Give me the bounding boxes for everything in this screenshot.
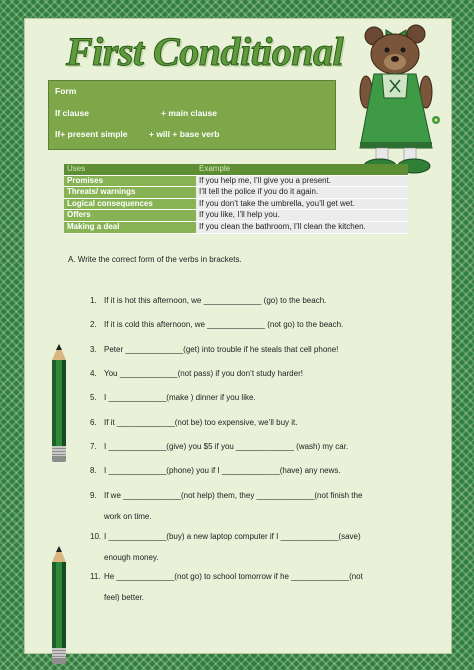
exercise-instruction: A. Write the correct form of the verbs in brackets. — [68, 255, 242, 264]
table-cell-example: If you help me, I’ll give you a present. — [196, 175, 408, 187]
table-cell-example: If you clean the bathroom, I’ll clean the kitchen. — [196, 221, 408, 233]
question-item — [90, 290, 406, 311]
question-item — [90, 436, 406, 457]
question-text: He _____________(not go) to school tomorrow if he _____________(not — [104, 572, 363, 581]
form-if-clause: If clause — [55, 108, 90, 118]
question-text: I _____________(buy) a new laptop computer if I _____________(save) — [104, 532, 361, 541]
question-text: If we _____________(not help) them, they _____________(not finish the — [104, 491, 363, 500]
question-number: 6. — [90, 418, 97, 427]
question-number: 7. — [90, 442, 97, 451]
question-item — [90, 526, 406, 568]
question-number: 10. — [90, 532, 102, 541]
pencil-icon — [50, 344, 68, 462]
question-item — [90, 339, 406, 360]
question-number: 4. — [90, 369, 97, 378]
question-text: If it is cold this afternoon, we _____________ (not go) to the beach. — [104, 320, 344, 329]
table-header-row — [64, 164, 408, 175]
question-number: 3. — [90, 345, 97, 354]
table-cell-use: Making a deal — [64, 221, 196, 233]
question-item — [90, 460, 406, 481]
table-row — [64, 221, 408, 233]
question-text-continued: feel) better. — [104, 593, 145, 602]
question-text: I _____________(make ) dinner if you like. — [104, 393, 256, 402]
table-cell-example: I’ll tell the police if you do it again. — [196, 187, 408, 199]
question-item — [90, 387, 406, 408]
question-number: 9. — [90, 491, 97, 500]
question-number: 5. — [90, 393, 97, 402]
table-row — [64, 198, 408, 210]
table-cell-use: Logical consequences — [64, 198, 196, 210]
page-title: First Conditional — [66, 29, 344, 74]
table-row — [64, 187, 408, 199]
table-header-example: Example — [196, 164, 408, 175]
table-cell-use: Promises — [64, 175, 196, 187]
form-main-clause: + main clause — [161, 108, 217, 118]
question-text: I _____________(give) you $5 if you _____________ (wash) my car. — [104, 442, 349, 451]
form-if-present: If+ present simple — [55, 129, 128, 139]
table-row — [64, 175, 408, 187]
question-text: I _____________(phone) you if I _____________(have) any news. — [104, 466, 341, 475]
question-text: If it _____________(not be) too expensive, we’ll buy it. — [104, 418, 298, 427]
question-text-continued: work on time. — [104, 512, 152, 521]
question-item — [90, 363, 406, 384]
question-number: 2. — [90, 320, 97, 329]
question-item — [90, 412, 406, 433]
table-cell-use: Threats/ warnings — [64, 187, 196, 199]
table-cell-example: If you don’t take the umbrella, you’ll get wet. — [196, 198, 408, 210]
table-cell-example: If you like, I’ll help you. — [196, 210, 408, 222]
question-number: 1. — [90, 296, 97, 305]
question-item — [90, 566, 406, 608]
form-will-base: + will + base verb — [149, 129, 220, 139]
question-text: Peter _____________(get) into trouble if he steals that cell phone! — [104, 345, 339, 354]
question-number: 8. — [90, 466, 97, 475]
question-text: You _____________(not pass) if you don’t study harder! — [104, 369, 303, 378]
table-cell-use: Offers — [64, 210, 196, 222]
form-box — [48, 80, 336, 150]
question-number: 11. — [90, 572, 101, 581]
question-text-continued: enough money. — [104, 553, 159, 562]
uses-table — [64, 164, 408, 234]
question-text: If it is hot this afternoon, we _____________ (go) to the beach. — [104, 296, 327, 305]
table-row — [64, 210, 408, 222]
table-header-uses: Uses — [64, 164, 196, 175]
teddy-bear-illustration — [352, 20, 444, 176]
form-heading: Form — [55, 86, 77, 96]
question-item — [90, 314, 406, 335]
pencil-icon — [50, 546, 68, 664]
question-item — [90, 485, 406, 527]
